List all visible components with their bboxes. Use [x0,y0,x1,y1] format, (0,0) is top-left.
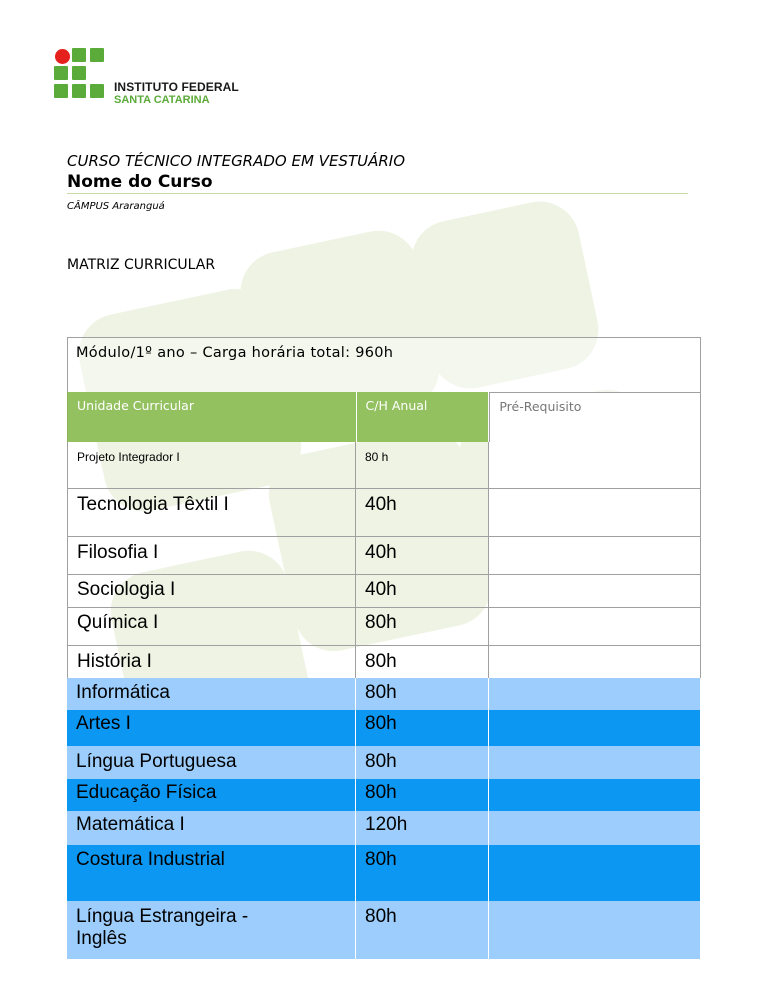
prereq-cell [489,489,701,537]
unit-cell: Língua Estrangeira - Inglês [67,901,356,959]
prereq-cell [489,646,701,678]
prereq-cell [489,811,701,845]
unit-cell: História I [67,646,356,678]
prereq-cell [489,442,701,489]
table-row [67,489,701,537]
hours-cell: 80h [356,901,489,959]
hours-cell: 80h [356,678,489,710]
logo-line1: INSTITUTO FEDERAL [114,80,239,94]
module-header: Módulo/1º ano – Carga horária total: 960h [67,337,701,392]
table-row [67,710,701,746]
prereq-cell [489,575,701,608]
hours-cell: 40h [356,575,489,608]
unit-cell: Língua Portuguesa [67,746,356,779]
hours-cell: 40h [356,489,489,537]
prereq-cell [489,608,701,646]
hours-cell: 40h [356,537,489,575]
unit-cell: Química I [67,608,356,646]
logo-red-dot [55,49,70,64]
prereq-cell [489,537,701,575]
unit-cell: Costura Industrial [67,845,356,901]
unit-cell: Projeto Integrador I [67,442,356,489]
unit-cell: Artes I [67,710,356,746]
hours-cell: 80 h [356,442,489,489]
column-header-hours: C/H Anual [357,392,490,442]
column-header-unit: Unidade Curricular [68,392,357,442]
prereq-cell [489,746,701,779]
column-header-prereq: Pré-Requisito [489,392,701,442]
table-header-row [67,392,701,442]
unit-cell: Informática [67,678,356,710]
curriculum-table [67,337,701,959]
hours-cell: 80h [356,779,489,811]
hours-cell: 80h [356,746,489,779]
unit-cell: Tecnologia Têxtil I [67,489,356,537]
table-row [67,901,701,959]
table-row [67,646,701,678]
institution-logo [54,48,254,108]
logo-line2: SANTA CATARINA [114,94,210,106]
prereq-cell [489,779,701,811]
header-divider [67,193,688,194]
table-row [67,442,701,489]
section-title: MATRIZ CURRICULAR [67,257,216,273]
campus-label: CÂMPUS Araranguá [67,201,165,212]
hours-cell: 80h [356,646,489,678]
prereq-cell [489,901,701,959]
unit-cell: Filosofia I [67,537,356,575]
prereq-cell [489,710,701,746]
course-name: Nome do Curso [67,172,213,192]
hours-cell: 80h [356,608,489,646]
prereq-cell [489,845,701,901]
table-row [67,746,701,779]
unit-cell: Sociologia I [67,575,356,608]
table-row [67,811,701,845]
table-row [67,779,701,811]
hours-cell: 120h [356,811,489,845]
table-row [67,537,701,575]
unit-cell: Educação Física [67,779,356,811]
unit-cell: Matemática I [67,811,356,845]
table-row [67,845,701,901]
prereq-cell [489,678,701,710]
hours-cell: 80h [356,845,489,901]
table-row [67,575,701,608]
course-line: CURSO TÉCNICO INTEGRADO EM VESTUÁRIO [67,152,405,170]
table-row [67,608,701,646]
table-row [67,678,701,710]
hours-cell: 80h [356,710,489,746]
